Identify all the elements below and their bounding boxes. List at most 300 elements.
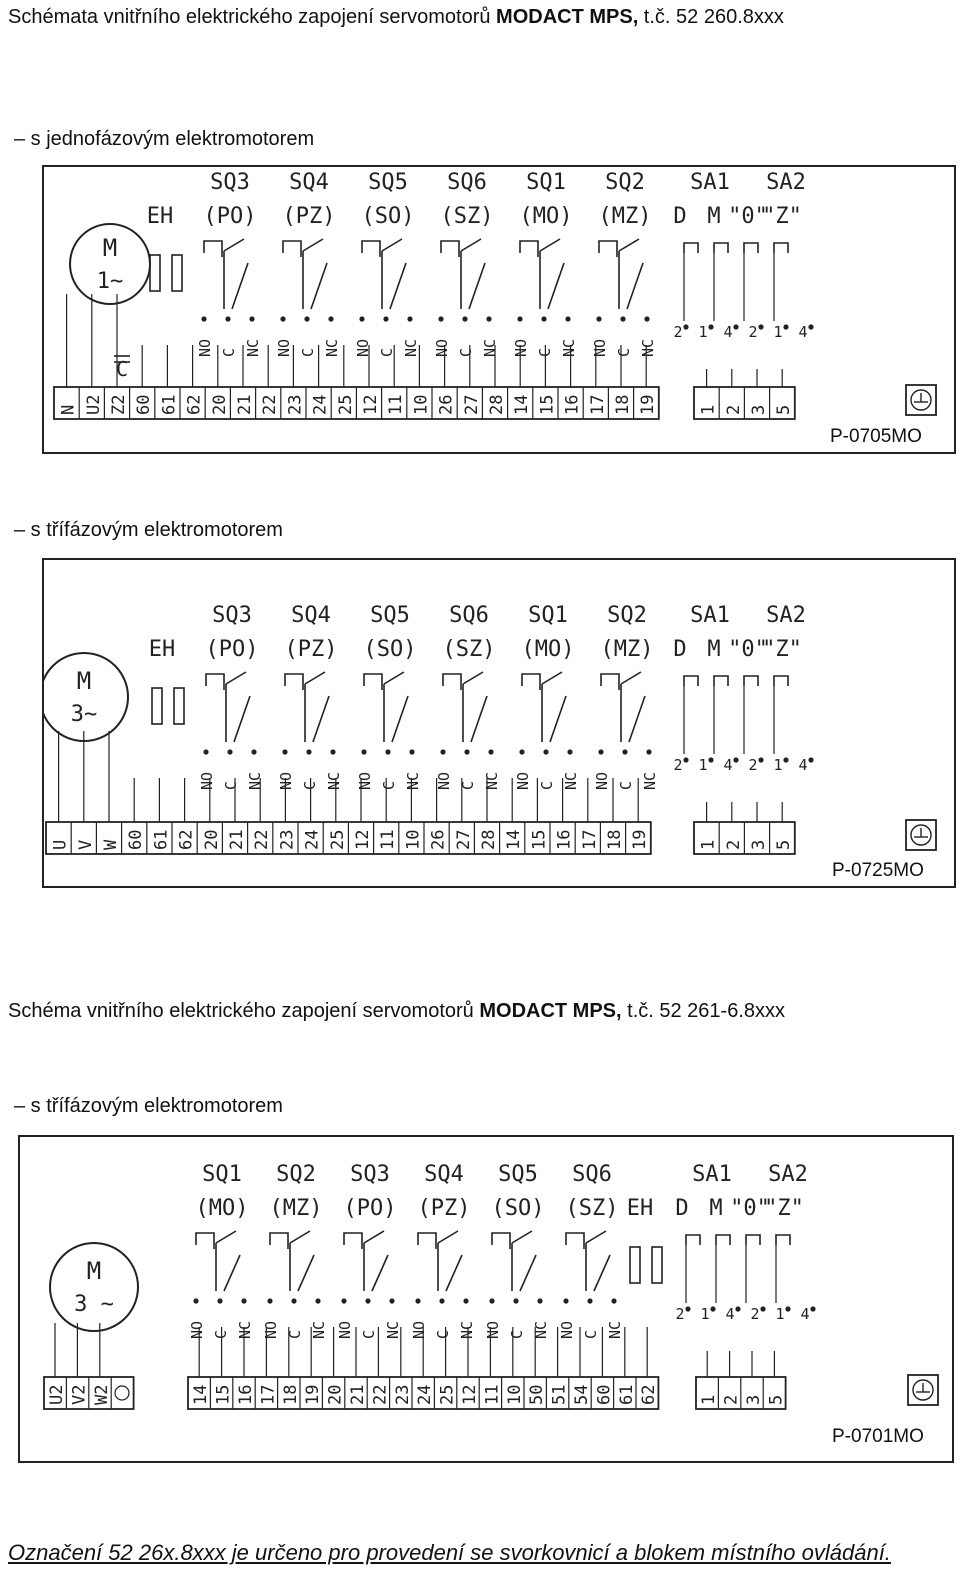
switch-function-label: (MZ) <box>600 637 654 662</box>
switch-bracket <box>362 241 380 257</box>
contact-label: NO <box>514 771 532 790</box>
contact-label: NC <box>236 1320 254 1339</box>
heading-2: Schéma vnitřního elektrického zapojení servomotorů MODACT MPS, t.č. 52 261-6.8xxx <box>8 1000 785 1022</box>
sa-pin-label: 1 <box>773 756 783 774</box>
contact-label: NC <box>481 338 499 357</box>
terminal-label: 26 <box>436 394 457 415</box>
switch-arm <box>216 1231 236 1243</box>
switch-name-label: SQ6 <box>447 170 487 195</box>
sa-terminal-label: 5 <box>766 1394 787 1405</box>
sa-pin-label: 1 <box>775 1305 785 1323</box>
switch-bracket <box>599 241 617 257</box>
terminal-label: 61 <box>616 1384 637 1405</box>
switch-bracket <box>522 674 540 690</box>
terminal-label: 28 <box>487 394 507 415</box>
switch-name-label: SQ1 <box>202 1162 242 1187</box>
contact-label: NO <box>591 338 609 357</box>
heater-label: EH <box>626 1196 654 1221</box>
switch-function-label: (PO) <box>205 637 259 662</box>
diagram-panel-2 <box>42 558 956 888</box>
sa-pin-dot <box>808 757 813 762</box>
switch-name-label: SQ6 <box>572 1162 612 1187</box>
terminal-label: 25 <box>327 829 348 850</box>
terminal-label: 18 <box>613 394 633 415</box>
switch-blade <box>520 1255 536 1291</box>
wiring-diagram-1 <box>44 167 954 452</box>
contact-label: C <box>617 780 635 790</box>
terminal-label: 62 <box>184 394 205 415</box>
terminal-label: 17 <box>579 829 600 850</box>
terminal-label: 51 <box>549 1384 570 1405</box>
contact-dot <box>644 316 649 321</box>
terminal-label: 20 <box>201 829 222 850</box>
sa-pin-label: 2 <box>750 1305 760 1323</box>
switch-function-label: (SZ) <box>565 1196 619 1221</box>
terminal-label: 62 <box>176 829 197 850</box>
contact-label: NO <box>336 1320 354 1339</box>
sa-bracket <box>714 243 728 253</box>
switch-bracket <box>283 241 301 257</box>
sa-mode-label: D <box>673 637 687 662</box>
sa-terminal-label: 3 <box>749 404 769 415</box>
contact-label: C <box>582 1329 600 1339</box>
heater-resistor <box>152 688 162 724</box>
contact-dot <box>225 316 230 321</box>
capacitor-label: C <box>115 357 129 381</box>
switch-arm <box>586 1231 606 1243</box>
switch-bracket <box>196 1233 214 1249</box>
sa-mode-label: D <box>675 1196 689 1221</box>
switch-bracket <box>443 674 461 690</box>
contact-dot <box>541 316 546 321</box>
contact-label: NC <box>244 338 262 357</box>
switch-blade <box>390 263 406 309</box>
switch-blade <box>372 1255 388 1291</box>
switch-function-label: (SZ) <box>442 637 496 662</box>
contact-label: NO <box>512 338 530 357</box>
terminal-label: 17 <box>587 394 608 415</box>
contact-label: NC <box>483 771 501 790</box>
terminal-label: 24 <box>310 394 331 415</box>
terminal-label: 28 <box>479 829 499 850</box>
switch-arm <box>305 672 325 684</box>
switch-bracket <box>270 1233 288 1249</box>
motor-label: M <box>86 1257 102 1285</box>
terminal-label: 19 <box>638 394 659 415</box>
terminal-label: 11 <box>378 829 399 850</box>
heater-resistor <box>174 688 184 724</box>
switch-blade <box>471 696 487 742</box>
sa-terminal-label: 2 <box>723 404 744 415</box>
sa-pin-label: 4 <box>723 323 733 341</box>
contact-label: NO <box>484 1320 502 1339</box>
sa-pin-label: 2 <box>673 756 683 774</box>
subtitle-3: – s třífázovým elektromotorem <box>14 1095 283 1117</box>
sa-bracket <box>686 1235 700 1245</box>
switch-arm <box>224 239 244 251</box>
contact-label: C <box>378 347 396 357</box>
contact-label: C <box>538 780 556 790</box>
terminal-label: 14 <box>191 1384 212 1405</box>
sa-name-label: SA2 <box>768 1162 808 1187</box>
contact-label: NO <box>262 1320 280 1339</box>
switch-name-label: SQ5 <box>370 603 410 628</box>
switch-blade <box>550 696 566 742</box>
contact-dot <box>365 1298 370 1303</box>
contact-dot <box>282 749 287 754</box>
terminal-label: 14 <box>504 829 525 850</box>
switch-function-label: (MO) <box>521 637 575 662</box>
terminal-label: 27 <box>453 829 474 850</box>
contact-label: C <box>212 1329 230 1339</box>
switch-name-label: SQ2 <box>276 1162 316 1187</box>
contact-dot <box>241 1298 246 1303</box>
contact-label: NO <box>433 338 451 357</box>
switch-function-label: (PZ) <box>282 204 336 229</box>
contact-label: NO <box>188 1320 206 1339</box>
contact-dot <box>203 749 208 754</box>
switch-bracket <box>364 674 382 690</box>
switch-function-label: (PO) <box>203 204 257 229</box>
sa-bracket <box>684 243 698 253</box>
switch-arm <box>540 239 560 251</box>
switch-blade <box>298 1255 314 1291</box>
contact-label: NO <box>356 771 374 790</box>
switch-arm <box>463 672 483 684</box>
diagram-panel-3 <box>18 1135 954 1463</box>
contact-label: NO <box>558 1320 576 1339</box>
contact-label: C <box>222 780 240 790</box>
contact-dot <box>280 316 285 321</box>
sa-pin-label: 2 <box>675 1305 685 1323</box>
contact-dot <box>519 749 524 754</box>
sa-pin-label: 2 <box>748 756 758 774</box>
sa-pin-dot <box>735 1306 740 1311</box>
sa-pin-label: 1 <box>700 1305 710 1323</box>
switch-arm <box>290 1231 310 1243</box>
contact-dot <box>517 316 522 321</box>
switch-bracket <box>344 1233 362 1249</box>
switch-blade <box>446 1255 462 1291</box>
sa-pin-label: 2 <box>748 323 758 341</box>
contact-dot <box>438 316 443 321</box>
sa-pin-label: 1 <box>773 323 783 341</box>
switch-arm <box>619 239 639 251</box>
terminal-label: U <box>50 839 71 850</box>
switch-bracket <box>566 1233 584 1249</box>
sa-pin-dot <box>783 757 788 762</box>
heading-1: Schémata vnitřního elektrického zapojení servomotorů MODACT MPS, t.č. 52 260.8xxx <box>8 6 784 28</box>
sa-pin-label: 4 <box>723 756 733 774</box>
contact-label: C <box>301 780 319 790</box>
contact-dot <box>620 316 625 321</box>
switch-function-label: (MO) <box>195 1196 249 1221</box>
terminal-label: 14 <box>512 394 533 415</box>
contact-label: NO <box>277 771 295 790</box>
terminal-label: 60 <box>126 829 147 850</box>
sa-pin-label: 2 <box>673 323 683 341</box>
contact-label: NC <box>532 1320 550 1339</box>
sa-mode-label: "Z" <box>762 204 802 229</box>
sa-name-label: SA1 <box>692 1162 732 1187</box>
switch-function-label: (PZ) <box>284 637 338 662</box>
contact-dot <box>227 749 232 754</box>
contact-label: C <box>459 780 477 790</box>
switch-arm <box>384 672 404 684</box>
contact-label: C <box>286 1329 304 1339</box>
terminal-label: 61 <box>159 394 180 415</box>
sa-pin-dot <box>808 324 813 329</box>
sa-pin-dot <box>758 324 763 329</box>
sa-bracket <box>774 243 788 253</box>
switch-blade <box>224 1255 240 1291</box>
contact-label: C <box>380 780 398 790</box>
terminal-label: 24 <box>302 829 323 850</box>
contact-dot <box>439 1298 444 1303</box>
contact-dot <box>304 316 309 321</box>
contact-dot <box>291 1298 296 1303</box>
contact-dot <box>359 316 364 321</box>
contact-label: NO <box>275 338 293 357</box>
heater-resistor <box>630 1247 640 1283</box>
sa-mode-label: "Z" <box>764 1196 804 1221</box>
sa-bracket <box>744 243 758 253</box>
terminal-label: 12 <box>361 394 381 415</box>
terminal-label: 23 <box>285 394 306 415</box>
terminal-label: 25 <box>437 1384 458 1405</box>
heater-label: EH <box>146 204 174 229</box>
sa-pin-dot <box>785 1306 790 1311</box>
terminal-label: 27 <box>461 394 482 415</box>
contact-dot <box>587 1298 592 1303</box>
contact-dot <box>315 1298 320 1303</box>
sa-terminal-label: 3 <box>744 1394 764 1405</box>
switch-name-label: SQ1 <box>528 603 568 628</box>
switch-blade <box>232 263 248 309</box>
terminal-label: 23 <box>392 1384 413 1405</box>
contact-dot <box>598 749 603 754</box>
contact-dot <box>543 749 548 754</box>
terminal-label: U2 <box>83 394 104 415</box>
heater-label: EH <box>148 637 176 662</box>
terminal-label: 23 <box>277 829 298 850</box>
switch-blade <box>311 263 327 309</box>
contact-label: C <box>360 1329 378 1339</box>
sa-pin-dot <box>685 1306 690 1311</box>
contact-dot <box>267 1298 272 1303</box>
terminal-label: 11 <box>386 394 407 415</box>
contact-dot <box>567 749 572 754</box>
terminal-label: 60 <box>134 394 155 415</box>
contact-label: NC <box>458 1320 476 1339</box>
sa-name-label: SA1 <box>690 170 730 195</box>
motor-label: M <box>76 667 92 695</box>
switch-function-label: (MZ) <box>269 1196 323 1221</box>
terminal-label: 19 <box>303 1384 324 1405</box>
switch-name-label: SQ2 <box>607 603 647 628</box>
sa-mode-label: "0" <box>730 1196 770 1221</box>
sa-pin-dot <box>683 324 688 329</box>
sa-pin-dot <box>733 757 738 762</box>
motor-terminal-label: V2 <box>69 1384 90 1405</box>
switch-name-label: SQ3 <box>212 603 252 628</box>
switch-name-label: SQ6 <box>449 603 489 628</box>
switch-name-label: SQ2 <box>605 170 645 195</box>
contact-dot <box>383 316 388 321</box>
terminal-label: 10 <box>504 1384 525 1405</box>
contact-dot <box>251 749 256 754</box>
terminal-label: 16 <box>554 829 575 850</box>
terminal-label: 15 <box>537 394 558 415</box>
contact-label: NO <box>354 338 372 357</box>
contact-label: C <box>299 347 317 357</box>
terminal-label: 12 <box>353 829 373 850</box>
contact-dot <box>193 1298 198 1303</box>
contact-dot <box>440 749 445 754</box>
subtitle-1: – s jednofázovým elektromotorem <box>14 128 315 150</box>
sa-mode-label: "0" <box>728 204 768 229</box>
switch-function-label: (SO) <box>361 204 415 229</box>
switch-name-label: SQ3 <box>210 170 250 195</box>
contact-label: NO <box>196 338 214 357</box>
contact-dot <box>217 1298 222 1303</box>
terminal-label: 10 <box>403 829 424 850</box>
sa-pin-dot <box>683 757 688 762</box>
switch-arm <box>461 239 481 251</box>
switch-arm <box>382 239 402 251</box>
contact-dot <box>330 749 335 754</box>
sa-terminal-label: 1 <box>699 1394 720 1405</box>
switch-arm <box>303 239 323 251</box>
sa-pin-label: 4 <box>725 1305 735 1323</box>
switch-function-label: (SO) <box>491 1196 545 1221</box>
contact-dot <box>341 1298 346 1303</box>
sa-pin-dot <box>708 757 713 762</box>
terminal-label: 22 <box>252 829 273 850</box>
terminal-label: 61 <box>151 829 172 850</box>
switch-arm <box>226 672 246 684</box>
terminal-label: 11 <box>482 1384 503 1405</box>
sa-pin-dot <box>758 757 763 762</box>
terminal-label: W <box>101 839 121 850</box>
switch-arm <box>621 672 641 684</box>
switch-name-label: SQ4 <box>291 603 331 628</box>
terminal-label: 15 <box>213 1384 234 1405</box>
switch-bracket <box>418 1233 436 1249</box>
contact-dot <box>328 316 333 321</box>
contact-dot <box>464 749 469 754</box>
terminal-label: 24 <box>415 1384 436 1405</box>
contact-label: NC <box>641 771 659 790</box>
sa-pin-dot <box>783 324 788 329</box>
terminal-label: 54 <box>572 1384 592 1405</box>
contact-dot <box>385 749 390 754</box>
sa-bracket <box>776 1235 790 1245</box>
terminal-label: 22 <box>260 394 281 415</box>
motor-terminal-label: U2 <box>47 1384 67 1405</box>
switch-bracket <box>441 241 459 257</box>
contact-label: NC <box>323 338 341 357</box>
heater-resistor <box>652 1247 662 1283</box>
contact-dot <box>596 316 601 321</box>
contact-label: C <box>457 347 475 357</box>
terminal-label: 12 <box>460 1384 480 1405</box>
switch-bracket <box>492 1233 510 1249</box>
switch-blade <box>392 696 408 742</box>
sa-pin-label: 4 <box>800 1305 810 1323</box>
contact-dot <box>463 1298 468 1303</box>
switch-function-label: (PZ) <box>417 1196 471 1221</box>
contact-label: NO <box>593 771 611 790</box>
contact-label: NC <box>562 771 580 790</box>
contact-dot <box>611 1298 616 1303</box>
terminal-label: 18 <box>605 829 625 850</box>
contact-label: NO <box>198 771 216 790</box>
sa-name-label: SA2 <box>766 603 806 628</box>
switch-name-label: SQ5 <box>498 1162 538 1187</box>
sa-bracket <box>716 1235 730 1245</box>
wiring-diagram-2 <box>44 560 954 886</box>
terminal-label: 16 <box>562 394 583 415</box>
switch-arm <box>364 1231 384 1243</box>
terminal-label: 60 <box>594 1384 615 1405</box>
footer-note: Označení 52 26x.8xxx je určeno pro provedení se svorkovnicí a blokem místního ovládání. <box>8 1540 891 1565</box>
terminal-label: 22 <box>370 1384 391 1405</box>
terminal-label: 50 <box>527 1384 548 1405</box>
sa-mode-label: M <box>709 1196 723 1221</box>
sa-bracket <box>714 676 728 686</box>
terminal-label: 26 <box>428 829 449 850</box>
contact-dot <box>646 749 651 754</box>
contact-dot <box>306 749 311 754</box>
motor-terminal-label: W2 <box>91 1384 112 1405</box>
terminal-label: 20 <box>325 1384 346 1405</box>
switch-function-label: (MO) <box>519 204 573 229</box>
contact-label: C <box>508 1329 526 1339</box>
sa-name-label: SA1 <box>690 603 730 628</box>
motor-phase-label: 3~ <box>70 702 98 727</box>
terminal-label: 25 <box>335 394 356 415</box>
diagram-panel-1 <box>42 165 956 454</box>
sa-mode-label: "0" <box>728 637 768 662</box>
terminal-label: Z2 <box>109 394 129 415</box>
switch-name-label: SQ4 <box>289 170 329 195</box>
sa-bracket <box>774 676 788 686</box>
terminal-label: N <box>58 404 79 415</box>
switch-function-label: (PO) <box>343 1196 397 1221</box>
terminal-label: 17 <box>258 1384 279 1405</box>
terminal-label: 19 <box>630 829 651 850</box>
sa-pin-label: 1 <box>698 756 708 774</box>
sa-pin-label: 1 <box>698 323 708 341</box>
sa-pin-dot <box>708 324 713 329</box>
sa-pin-label: 4 <box>798 323 808 341</box>
contact-dot <box>462 316 467 321</box>
contact-dot <box>489 1298 494 1303</box>
contact-label: NC <box>404 771 422 790</box>
switch-bracket <box>601 674 619 690</box>
sa-name-label: SA2 <box>766 170 806 195</box>
switch-arm <box>438 1231 458 1243</box>
contact-label: C <box>615 347 633 357</box>
sa-mode-label: "Z" <box>762 637 802 662</box>
switch-arm <box>542 672 562 684</box>
switch-name-label: SQ5 <box>368 170 408 195</box>
terminal-label: 16 <box>236 1384 256 1405</box>
heater-resistor <box>150 255 160 291</box>
switch-bracket <box>204 241 222 257</box>
diagram-code-2: P-0725MO <box>832 860 924 881</box>
